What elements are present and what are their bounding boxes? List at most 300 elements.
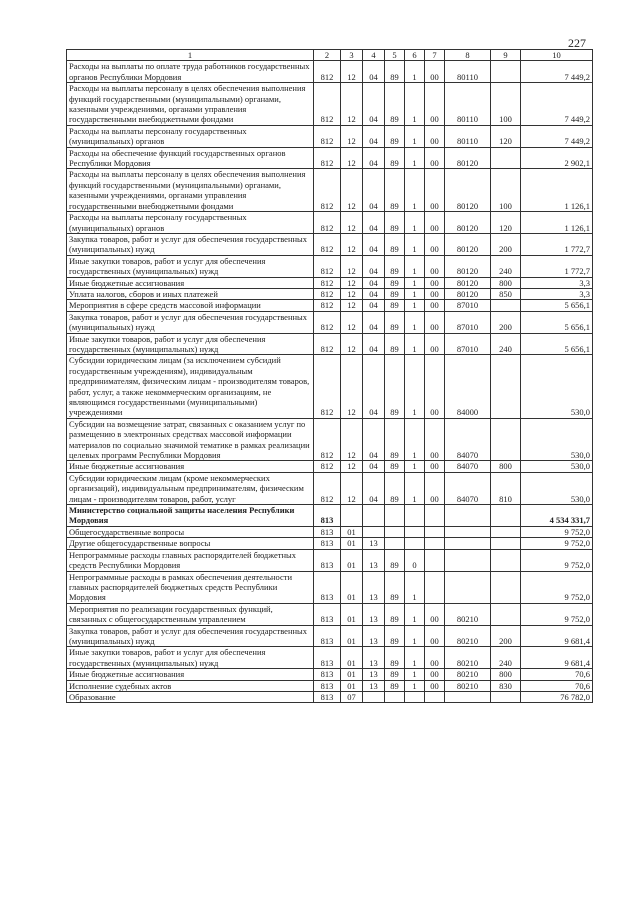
code-target: 80210 (445, 603, 491, 625)
code-section: 01 (341, 538, 363, 549)
header-cell: 3 (341, 50, 363, 61)
code-direction (425, 526, 445, 537)
code-ministry: 813 (314, 691, 341, 702)
row-amount: 9 752,0 (521, 603, 593, 625)
code-program: 89 (385, 169, 405, 212)
code-section: 12 (341, 125, 363, 147)
code-program: 89 (385, 311, 405, 333)
code-subprogram (405, 505, 425, 527)
table-header-row (67, 50, 593, 61)
row-name: Субсидии юридическим лицам (кроме некоммерческих организаций), индивидуальным предпринимателям, физическим лицам - производителям товаров, работ, услуг (67, 472, 314, 504)
code-section: 12 (341, 277, 363, 288)
code-ministry: 813 (314, 680, 341, 691)
code-subprogram: 0 (405, 549, 425, 571)
code-ministry: 812 (314, 418, 341, 461)
code-expense-type: 200 (491, 625, 521, 647)
code-ministry: 812 (314, 461, 341, 472)
code-program: 89 (385, 669, 405, 680)
code-section: 01 (341, 603, 363, 625)
code-direction (425, 538, 445, 549)
row-name: Другие общегосударственные вопросы (67, 538, 314, 549)
code-subsection: 13 (363, 571, 385, 603)
code-subsection: 04 (363, 169, 385, 212)
code-subprogram (405, 538, 425, 549)
table-row (67, 625, 593, 647)
code-ministry: 813 (314, 647, 341, 669)
code-direction: 00 (425, 61, 445, 83)
code-section: 12 (341, 212, 363, 234)
table-row (67, 472, 593, 504)
code-direction: 00 (425, 461, 445, 472)
code-program: 89 (385, 461, 405, 472)
code-target (445, 526, 491, 537)
code-direction: 00 (425, 418, 445, 461)
code-program: 89 (385, 233, 405, 255)
code-target: 80210 (445, 625, 491, 647)
row-amount: 1 126,1 (521, 212, 593, 234)
code-subprogram: 1 (405, 355, 425, 418)
code-subprogram (405, 691, 425, 702)
code-direction: 00 (425, 300, 445, 311)
code-direction: 00 (425, 647, 445, 669)
code-expense-type: 810 (491, 472, 521, 504)
code-ministry: 812 (314, 255, 341, 277)
code-program: 89 (385, 549, 405, 571)
table-row (67, 333, 593, 355)
code-target: 80120 (445, 277, 491, 288)
row-name: Расходы на обеспечение функций государственных органов Республики Мордовия (67, 147, 314, 169)
code-ministry: 812 (314, 355, 341, 418)
code-subsection: 04 (363, 472, 385, 504)
row-amount: 1 772,7 (521, 233, 593, 255)
code-program: 89 (385, 125, 405, 147)
code-subsection: 04 (363, 333, 385, 355)
code-target: 87010 (445, 311, 491, 333)
code-direction: 00 (425, 625, 445, 647)
table-row (67, 125, 593, 147)
code-target: 80120 (445, 288, 491, 299)
code-subsection: 04 (363, 355, 385, 418)
code-direction: 00 (425, 472, 445, 504)
code-direction: 00 (425, 680, 445, 691)
code-subprogram: 1 (405, 311, 425, 333)
row-amount: 9 752,0 (521, 538, 593, 549)
code-direction (425, 691, 445, 702)
code-target: 87010 (445, 333, 491, 355)
row-name: Закупка товаров, работ и услуг для обеспечения государственных (муниципальных) нужд (67, 311, 314, 333)
code-program: 89 (385, 288, 405, 299)
row-name: Расходы на выплаты персоналу в целях обеспечения выполнения функций государственными (муниципальными) органами, казенными учреждениями, органами управления государственными внебюджетными фондами (67, 83, 314, 126)
row-amount: 530,0 (521, 472, 593, 504)
code-direction: 00 (425, 277, 445, 288)
row-name: Иные закупки товаров, работ и услуг для обеспечения государственных (муниципальных) нужд (67, 333, 314, 355)
row-name: Мероприятия в сфере средств массовой информации (67, 300, 314, 311)
table-row (67, 233, 593, 255)
code-subprogram: 1 (405, 147, 425, 169)
row-name: Мероприятия по реализации государственных функций, связанных с общегосударственным управлением (67, 603, 314, 625)
row-amount: 2 902,1 (521, 147, 593, 169)
code-subsection (363, 526, 385, 537)
code-program: 89 (385, 147, 405, 169)
code-section: 12 (341, 147, 363, 169)
code-ministry: 813 (314, 603, 341, 625)
code-ministry: 813 (314, 625, 341, 647)
code-ministry: 812 (314, 277, 341, 288)
page-number: 227 (568, 36, 586, 50)
code-target (445, 505, 491, 527)
code-expense-type (491, 300, 521, 311)
code-section: 12 (341, 61, 363, 83)
code-section: 01 (341, 549, 363, 571)
code-section: 12 (341, 83, 363, 126)
header-cell: 2 (314, 50, 341, 61)
header-cell: 7 (425, 50, 445, 61)
table-row (67, 61, 593, 83)
row-amount: 9 752,0 (521, 571, 593, 603)
code-target: 80210 (445, 647, 491, 669)
row-name: Иные бюджетные ассигнования (67, 669, 314, 680)
code-expense-type: 240 (491, 333, 521, 355)
table-row (67, 277, 593, 288)
code-expense-type (491, 571, 521, 603)
code-program: 89 (385, 255, 405, 277)
code-ministry: 812 (314, 300, 341, 311)
table-row (67, 647, 593, 669)
code-section: 12 (341, 169, 363, 212)
row-name: Субсидии юридическим лицам (за исключением субсидий государственным учреждениям), индивидуальным предпринимателям, физическим лицам - производителям товаров, работ, услуг, а также некоммерческим организациям, не являющимся государственными (муниципальными) учреждениями (67, 355, 314, 418)
code-ministry: 812 (314, 333, 341, 355)
code-program (385, 538, 405, 549)
code-section: 12 (341, 255, 363, 277)
code-direction (425, 571, 445, 603)
code-expense-type: 830 (491, 680, 521, 691)
code-section: 12 (341, 355, 363, 418)
code-direction: 00 (425, 603, 445, 625)
row-name: Непрограммные расходы в рамках обеспечения деятельности главных распорядителей бюджетных средств Республики Мордовия (67, 571, 314, 603)
code-direction: 00 (425, 333, 445, 355)
table-row (67, 669, 593, 680)
code-subsection: 04 (363, 147, 385, 169)
table-row (67, 147, 593, 169)
row-name: Расходы на выплаты персоналу государственных (муниципальных) органов (67, 212, 314, 234)
code-program: 89 (385, 212, 405, 234)
row-name: Субсидии на возмещение затрат, связанных с оказанием услуг по размещению в электронных средствах массовой информации материалов по социально значимой тематике в рамках реализации целевых программ Республики Мордовия (67, 418, 314, 461)
code-target: 80120 (445, 169, 491, 212)
row-amount: 530,0 (521, 355, 593, 418)
code-ministry: 813 (314, 526, 341, 537)
code-target (445, 538, 491, 549)
code-program (385, 526, 405, 537)
code-subprogram: 1 (405, 571, 425, 603)
code-expense-type (491, 691, 521, 702)
code-subprogram: 1 (405, 461, 425, 472)
row-amount: 70,6 (521, 669, 593, 680)
code-program: 89 (385, 603, 405, 625)
code-direction: 00 (425, 147, 445, 169)
code-program: 89 (385, 333, 405, 355)
row-name: Образование (67, 691, 314, 702)
code-ministry: 812 (314, 61, 341, 83)
header-cell: 6 (405, 50, 425, 61)
code-program (385, 691, 405, 702)
code-ministry: 812 (314, 472, 341, 504)
code-program (385, 505, 405, 527)
code-subsection: 04 (363, 300, 385, 311)
code-expense-type (491, 538, 521, 549)
code-direction: 00 (425, 83, 445, 126)
code-section: 01 (341, 647, 363, 669)
code-direction (425, 549, 445, 571)
code-section: 12 (341, 233, 363, 255)
row-amount: 1 126,1 (521, 169, 593, 212)
code-expense-type (491, 355, 521, 418)
code-expense-type (491, 549, 521, 571)
code-expense-type (491, 147, 521, 169)
row-amount: 1 772,7 (521, 255, 593, 277)
table-row (67, 418, 593, 461)
code-direction: 00 (425, 311, 445, 333)
code-target: 80120 (445, 233, 491, 255)
row-name: Закупка товаров, работ и услуг для обеспечения государственных (муниципальных) нужд (67, 625, 314, 647)
code-subsection: 04 (363, 418, 385, 461)
code-ministry: 813 (314, 549, 341, 571)
row-amount: 530,0 (521, 461, 593, 472)
code-expense-type: 200 (491, 311, 521, 333)
row-name: Иные закупки товаров, работ и услуг для обеспечения государственных (муниципальных) нужд (67, 647, 314, 669)
code-subprogram: 1 (405, 680, 425, 691)
table-row (67, 288, 593, 299)
code-expense-type (491, 61, 521, 83)
code-ministry: 812 (314, 288, 341, 299)
row-amount: 7 449,2 (521, 83, 593, 126)
code-target (445, 571, 491, 603)
code-ministry: 812 (314, 311, 341, 333)
code-subsection: 04 (363, 277, 385, 288)
code-subprogram: 1 (405, 603, 425, 625)
code-direction: 00 (425, 288, 445, 299)
code-section: 12 (341, 461, 363, 472)
code-subprogram (405, 526, 425, 537)
row-amount: 9 752,0 (521, 526, 593, 537)
row-amount: 530,0 (521, 418, 593, 461)
code-program: 89 (385, 61, 405, 83)
code-expense-type (491, 603, 521, 625)
table-row (67, 603, 593, 625)
code-subprogram: 1 (405, 277, 425, 288)
code-expense-type: 240 (491, 255, 521, 277)
code-subsection: 04 (363, 288, 385, 299)
code-program: 89 (385, 647, 405, 669)
code-section: 01 (341, 625, 363, 647)
code-section: 01 (341, 669, 363, 680)
code-expense-type: 120 (491, 125, 521, 147)
code-target: 87010 (445, 300, 491, 311)
code-subsection: 04 (363, 83, 385, 126)
code-expense-type: 100 (491, 83, 521, 126)
header-cell: 8 (445, 50, 491, 61)
code-target: 80120 (445, 255, 491, 277)
table-row (67, 300, 593, 311)
code-ministry: 813 (314, 571, 341, 603)
table-row (67, 212, 593, 234)
code-subprogram: 1 (405, 233, 425, 255)
code-subsection: 13 (363, 625, 385, 647)
table-row (67, 461, 593, 472)
table-row (67, 538, 593, 549)
row-amount: 76 782,0 (521, 691, 593, 702)
code-expense-type: 200 (491, 233, 521, 255)
table-row (67, 505, 593, 527)
row-amount: 7 449,2 (521, 61, 593, 83)
code-program: 89 (385, 355, 405, 418)
code-subsection: 04 (363, 461, 385, 472)
code-subprogram: 1 (405, 472, 425, 504)
code-program: 89 (385, 300, 405, 311)
code-expense-type: 800 (491, 277, 521, 288)
table-row (67, 255, 593, 277)
code-subprogram: 1 (405, 625, 425, 647)
row-amount: 9 681,4 (521, 625, 593, 647)
code-target: 84070 (445, 472, 491, 504)
code-subprogram: 1 (405, 125, 425, 147)
row-amount: 9 752,0 (521, 549, 593, 571)
code-section: 12 (341, 472, 363, 504)
code-target (445, 691, 491, 702)
code-subsection (363, 691, 385, 702)
code-section: 12 (341, 418, 363, 461)
code-ministry: 813 (314, 505, 341, 527)
row-amount: 9 681,4 (521, 647, 593, 669)
code-program: 89 (385, 472, 405, 504)
code-ministry: 812 (314, 147, 341, 169)
code-expense-type: 800 (491, 669, 521, 680)
code-direction: 00 (425, 355, 445, 418)
code-subsection: 04 (363, 233, 385, 255)
code-subprogram: 1 (405, 255, 425, 277)
code-target: 84070 (445, 418, 491, 461)
code-expense-type: 850 (491, 288, 521, 299)
code-section: 12 (341, 288, 363, 299)
table-row (67, 680, 593, 691)
code-ministry: 812 (314, 212, 341, 234)
table-row (67, 355, 593, 418)
code-expense-type (491, 418, 521, 461)
row-amount: 5 656,1 (521, 311, 593, 333)
row-name: Министерство социальной защиты населения Республики Мордовия (67, 505, 314, 527)
code-section (341, 505, 363, 527)
code-program: 89 (385, 625, 405, 647)
code-subprogram: 1 (405, 669, 425, 680)
code-ministry: 812 (314, 83, 341, 126)
code-subprogram: 1 (405, 300, 425, 311)
row-amount: 4 534 331,7 (521, 505, 593, 527)
row-name: Расходы на выплаты персоналу в целях обеспечения выполнения функций государственными (муниципальными) органами, казенными учреждениями, органами управления государственными внебюджетными фондами (67, 169, 314, 212)
table-row (67, 526, 593, 537)
code-ministry: 812 (314, 169, 341, 212)
header-cell: 9 (491, 50, 521, 61)
code-target: 84070 (445, 461, 491, 472)
table-row (67, 83, 593, 126)
code-target: 80120 (445, 212, 491, 234)
row-name: Уплата налогов, сборов и иных платежей (67, 288, 314, 299)
header-cell: 5 (385, 50, 405, 61)
code-subsection: 13 (363, 538, 385, 549)
code-section: 12 (341, 300, 363, 311)
row-amount: 5 656,1 (521, 300, 593, 311)
code-expense-type (491, 505, 521, 527)
code-ministry: 812 (314, 125, 341, 147)
row-name: Иные закупки товаров, работ и услуг для обеспечения государственных (муниципальных) нужд (67, 255, 314, 277)
code-program: 89 (385, 571, 405, 603)
code-section: 01 (341, 571, 363, 603)
row-name: Иные бюджетные ассигнования (67, 277, 314, 288)
row-name: Расходы на выплаты по оплате труда работников государственных органов Республики Мордовия (67, 61, 314, 83)
code-subsection: 13 (363, 647, 385, 669)
code-subprogram: 1 (405, 288, 425, 299)
code-expense-type: 800 (491, 461, 521, 472)
code-subsection: 04 (363, 212, 385, 234)
code-direction: 00 (425, 212, 445, 234)
row-name: Расходы на выплаты персоналу государственных (муниципальных) органов (67, 125, 314, 147)
code-subsection: 04 (363, 255, 385, 277)
code-target (445, 549, 491, 571)
header-cell: 10 (521, 50, 593, 61)
code-subprogram: 1 (405, 418, 425, 461)
code-section: 12 (341, 311, 363, 333)
code-ministry: 813 (314, 669, 341, 680)
row-amount: 3,3 (521, 288, 593, 299)
code-target: 80110 (445, 83, 491, 126)
code-ministry: 812 (314, 233, 341, 255)
code-program: 89 (385, 83, 405, 126)
code-subsection: 13 (363, 603, 385, 625)
table-row (67, 691, 593, 702)
code-section: 12 (341, 333, 363, 355)
code-expense-type: 120 (491, 212, 521, 234)
row-amount: 70,6 (521, 680, 593, 691)
row-name: Закупка товаров, работ и услуг для обеспечения государственных (муниципальных) нужд (67, 233, 314, 255)
row-amount: 3,3 (521, 277, 593, 288)
header-cell: 4 (363, 50, 385, 61)
code-target: 80110 (445, 61, 491, 83)
code-direction: 00 (425, 169, 445, 212)
code-direction (425, 505, 445, 527)
code-program: 89 (385, 418, 405, 461)
code-subprogram: 1 (405, 169, 425, 212)
code-subsection (363, 505, 385, 527)
code-target: 84000 (445, 355, 491, 418)
code-target: 80210 (445, 669, 491, 680)
code-subprogram: 1 (405, 212, 425, 234)
code-expense-type: 240 (491, 647, 521, 669)
code-section: 07 (341, 691, 363, 702)
code-subprogram: 1 (405, 83, 425, 126)
code-subsection: 04 (363, 311, 385, 333)
code-ministry: 813 (314, 538, 341, 549)
code-section: 01 (341, 680, 363, 691)
code-target: 80110 (445, 125, 491, 147)
row-amount: 7 449,2 (521, 125, 593, 147)
code-section: 01 (341, 526, 363, 537)
code-direction: 00 (425, 255, 445, 277)
code-direction: 00 (425, 669, 445, 680)
code-expense-type (491, 526, 521, 537)
code-subsection: 04 (363, 61, 385, 83)
table-row (67, 311, 593, 333)
row-name: Общегосударственные вопросы (67, 526, 314, 537)
row-amount: 5 656,1 (521, 333, 593, 355)
row-name: Непрограммные расходы главных распорядителей бюджетных средств Республики Мордовия (67, 549, 314, 571)
